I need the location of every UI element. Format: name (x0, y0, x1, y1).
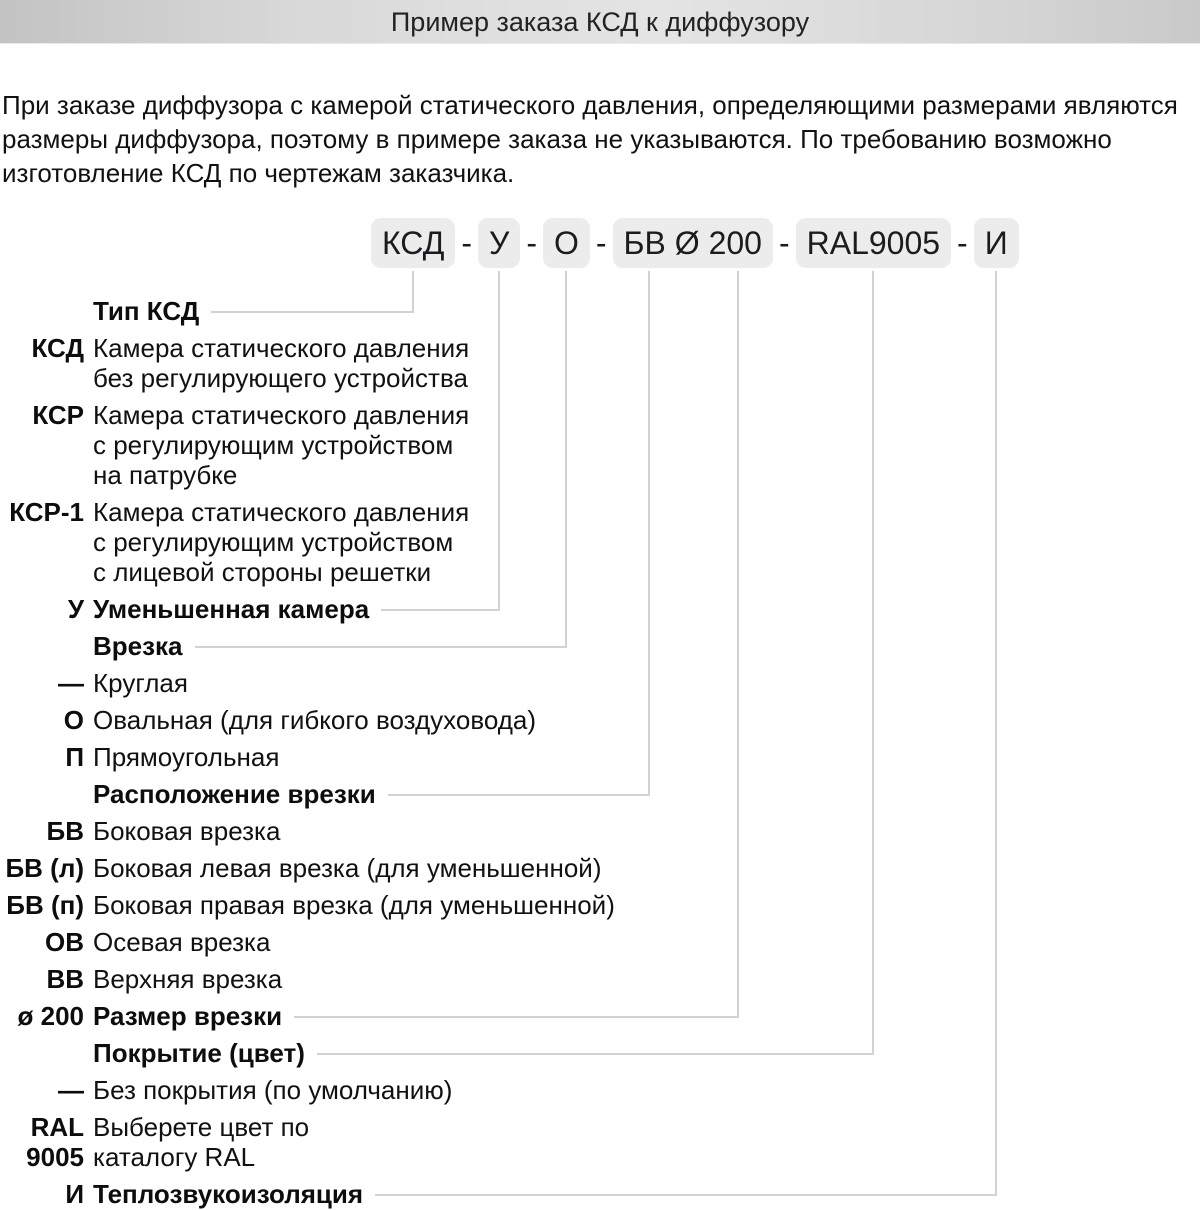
legend-description: Овальная (для гибкого воздуховода) (93, 705, 537, 735)
legend-entry (0, 1038, 980, 1068)
page-title: Пример заказа КСД к диффузору (390, 7, 810, 37)
order-code-segment-reduced: У (478, 218, 520, 268)
legend-description: Камера статического давления без регулирующего устройства (93, 333, 470, 393)
legend-description: Покрытие (цвет) (93, 1038, 305, 1068)
legend-code: КСР-1 (9, 497, 84, 527)
legend-entry (0, 668, 980, 698)
legend-entry (0, 742, 980, 772)
legend-entry (0, 1001, 980, 1031)
header-bar (0, 0, 1200, 44)
legend-entry (0, 631, 980, 661)
order-code-segment-coating: RAL9005 (796, 218, 951, 268)
intro-line: При заказе диффузора с камерой статического давления, определяющими размерами являются (2, 90, 1178, 120)
legend-entry (0, 853, 980, 883)
legend-code: И (65, 1179, 84, 1209)
legend-entry (0, 1075, 980, 1105)
legend-code: RAL 9005 (26, 1112, 84, 1172)
legend-entry (0, 400, 980, 490)
legend-entry (0, 497, 980, 587)
intro-paragraph (2, 88, 1192, 190)
intro-line: размеры диффузора, поэтому в примере заказа не указываются. По требованию возможно (2, 124, 1112, 154)
legend-code: О (63, 705, 84, 735)
legend-entry (0, 1112, 980, 1172)
legend-description: Осевая врезка (93, 927, 271, 957)
intro-line: изготовление КСД по чертежам заказчика. (2, 158, 515, 188)
legend-description: Расположение врезки (93, 779, 376, 809)
legend-description: Выберете цвет по каталогу RAL (93, 1112, 310, 1172)
legend-description: Без покрытия (по умолчанию) (93, 1075, 453, 1105)
legend (0, 296, 980, 1210)
legend-entry (0, 1179, 980, 1209)
legend-code: КСР (32, 400, 84, 430)
legend-description: Камера статического давления с регулирующим устройством на патрубке (93, 400, 470, 490)
order-code-segment-inlet: О (543, 218, 590, 268)
legend-description: Круглая (93, 668, 188, 698)
legend-description: Боковая правая врезка (для уменьшенной) (93, 890, 615, 920)
legend-entry (0, 964, 980, 994)
legend-code: ВВ (46, 964, 84, 994)
order-code-separator: - (595, 224, 607, 261)
legend-entry (0, 927, 980, 957)
legend-description: Боковая врезка (93, 816, 281, 846)
legend-description: Врезка (93, 631, 183, 661)
legend-code: КСД (31, 333, 84, 363)
legend-description: Камера статического давления с регулирующим устройством с лицевой стороны решетки (93, 497, 470, 587)
legend-code: ОВ (45, 927, 84, 957)
order-code-segment-inlet-position-size: БВ Ø 200 (613, 218, 773, 268)
legend-code: БВ (л) (5, 853, 84, 883)
legend-code: ø 200 (17, 1001, 84, 1031)
legend-description: Боковая левая врезка (для уменьшенной) (93, 853, 602, 883)
order-code-segment-type: КСД (371, 218, 455, 268)
legend-entry (0, 333, 980, 393)
legend-description: Размер врезки (93, 1001, 283, 1031)
order-code-separator: - (957, 224, 968, 261)
legend-description: Уменьшенная камера (93, 594, 370, 624)
legend-code: П (65, 742, 84, 772)
order-code-separator: - (461, 224, 473, 261)
legend-description: Верхняя врезка (93, 964, 283, 994)
legend-description: Тип КСД (93, 296, 200, 326)
order-code-separator: - (778, 224, 790, 261)
legend-entry (0, 816, 980, 846)
legend-code: — (58, 1075, 84, 1105)
legend-entry (0, 890, 980, 920)
legend-code: БВ (46, 816, 84, 846)
order-code-separator: - (526, 224, 537, 261)
legend-entry (0, 705, 980, 735)
legend-entry (0, 594, 980, 624)
legend-code: У (67, 594, 84, 624)
order-code (371, 218, 1019, 268)
legend-code: — (58, 668, 84, 698)
order-code-segment-insulation: И (974, 218, 1019, 268)
legend-code: БВ (п) (6, 890, 84, 920)
legend-entry (0, 779, 980, 809)
legend-description: Теплозвукоизоляция (93, 1179, 364, 1209)
legend-description: Прямоугольная (93, 742, 280, 772)
legend-entry (0, 296, 980, 326)
